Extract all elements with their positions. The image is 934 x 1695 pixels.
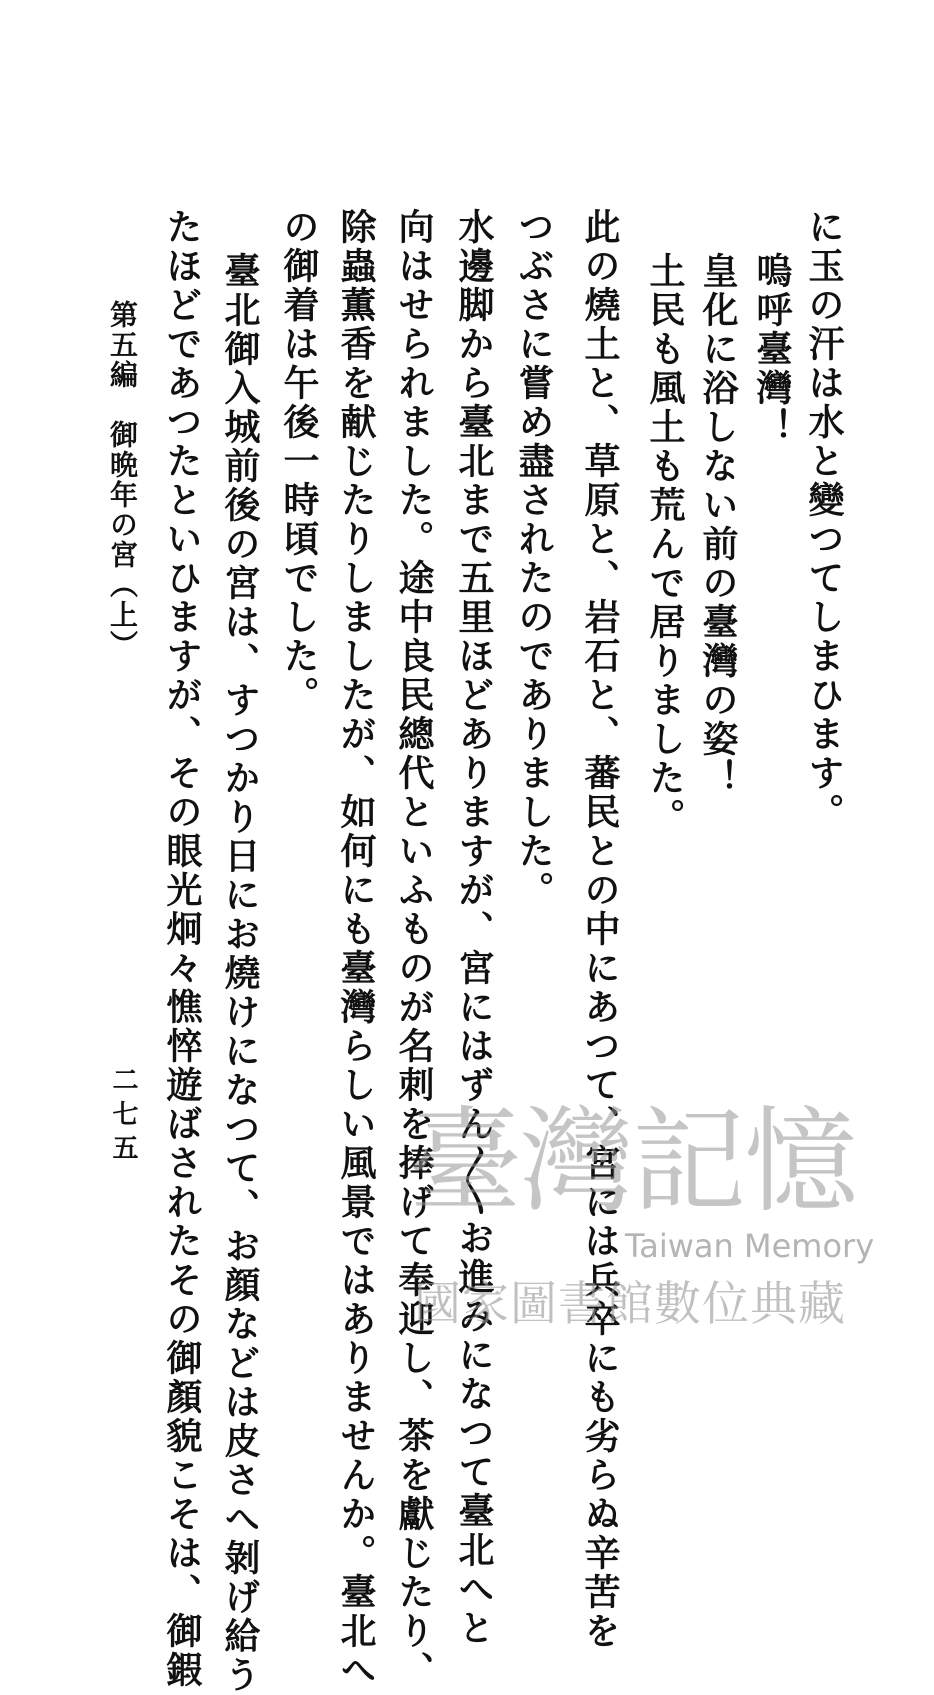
page-number: 二七五 [108, 1066, 138, 1168]
running-header: 第五編 御晩年の宮（上） [106, 300, 139, 660]
text-column: 此の燒土と、草原と、岩石と、蕃民との中にあつて、宮には兵卒にも劣らぬ辛苦を [579, 208, 621, 1651]
text-column: 除蟲薫香を献じたりしましたが、如何にも臺灣らしい風景ではありませんか。臺北へ [335, 208, 377, 1690]
text-column: 嗚呼臺灣！ [751, 252, 793, 447]
watermark-logo: 臺灣記憶 [408, 1095, 857, 1228]
watermark-organization: 國家圖書館數位典藏 [414, 1277, 846, 1332]
text-column: つぶさに嘗め盡されたのでありました。 [513, 208, 555, 910]
text-column: 土民も風土も荒んで居りました。 [644, 252, 686, 837]
text-column: に玉の汗は水と變つてしまひます。 [803, 208, 845, 832]
text-column: の御着は午後一時頃でした。 [278, 208, 320, 715]
text-column: たほどであつたといひますが、その眼光炯々憔悴遊ばされたその御顏貌こそは、御鍜 [161, 208, 203, 1690]
watermark-english: Taiwan Memory [625, 1227, 875, 1265]
text-column: 臺北御入城前後の宮は、すつかり日にお燒けになつて、お顔などは皮さへ剝げ給う [219, 252, 261, 1695]
text-column: 皇化に浴しない前の臺灣の姿！ [697, 252, 739, 798]
text-column: 向はせられました。途中良民總代といふものが名刺を捧げて奉迎し、茶を獻じたり、 [393, 208, 435, 1690]
text-column: 水邊脚から臺北まで五里ほどありますが、宮にはずん〳〵お進みになつて臺北へと [453, 208, 495, 1648]
